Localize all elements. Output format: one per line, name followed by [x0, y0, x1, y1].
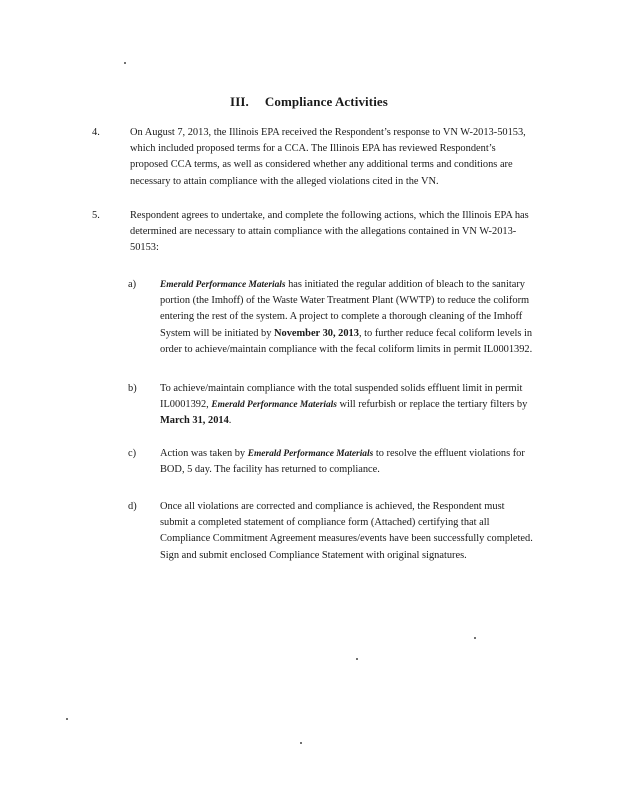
- section-title: Compliance Activities: [264, 94, 388, 109]
- item-text: .: [228, 415, 232, 427]
- item-text: will refurbish or replace the tertiary filters by: [336, 399, 528, 411]
- paragraph-5: [92, 208, 534, 257]
- paragraph-text: On August 7, 2013, the Illinois EPA received the Respondent’s response to VN W-2013-50153, which included proposed terms for a CCA. The Illinois EPA has reviewed Respondent’s proposed CCA terms, as well as considered whether any additional terms and conditions are necessary to attain compliance with the alleged violations cited in the VN.: [130, 127, 526, 187]
- scan-speck: [124, 62, 126, 64]
- item-text: has initiated the regular addition of bleach to the sanitary portion (the Imhoff) of the Waste Water Treatment Plant (WWTP) to reduce the coliform entering the rest of the system. A project to complete a thorough cleaning of the Imhoff System will be initiated by: [160, 279, 530, 339]
- paragraph-number: 4.: [92, 127, 100, 138]
- item-b: [128, 381, 534, 430]
- item-a: [128, 277, 534, 358]
- item-label: c): [128, 448, 137, 459]
- section-heading: [0, 94, 618, 110]
- item-label: d): [128, 501, 137, 512]
- company-name: Emerald Performance Materials: [211, 400, 337, 411]
- paragraph-number: 5.: [92, 210, 100, 221]
- company-name: Emerald Performance Materials: [247, 449, 374, 459]
- deadline-date: March 31, 2014: [160, 415, 229, 427]
- item-text: to resolve the effluent violations for BOD, 5 day. The facility has returned to compliance.: [160, 448, 525, 476]
- item-d: [128, 499, 534, 564]
- scan-speck: [66, 718, 68, 720]
- item-text: To achieve/maintain compliance with the total suspended solids effluent limit in permit IL0001392,: [160, 383, 523, 411]
- scan-speck: [474, 637, 476, 639]
- deadline-date: November 30, 2013: [274, 327, 359, 339]
- scan-speck: [356, 658, 358, 660]
- item-c: [128, 446, 534, 478]
- item-label: b): [128, 383, 137, 394]
- paragraph-4: [92, 125, 534, 190]
- item-text: Once all violations are corrected and compliance is achieved, the Respondent must submit a completed statement of compliance form (Attached) certifying that all Compliance Commitment Agreement measures/events have been successfully completed. Sign and submit enclosed Compliance Statement with original signatures.: [160, 501, 533, 561]
- paragraph-text: Respondent agrees to undertake, and complete the following actions, which the Illinois EPA has determined are necessary to attain compliance with the allegations contained in VN W-2013-50153:: [130, 210, 529, 254]
- item-text: Action was taken by: [160, 448, 248, 459]
- scan-speck: [300, 742, 302, 744]
- item-text: , to further reduce fecal coliform levels in order to achieve/maintain compliance with the fecal coliform limits in permit IL0001392.: [160, 327, 533, 355]
- company-name: Emerald Performance Materials: [160, 280, 286, 290]
- item-label: a): [128, 279, 137, 290]
- section-number: III.: [230, 94, 249, 109]
